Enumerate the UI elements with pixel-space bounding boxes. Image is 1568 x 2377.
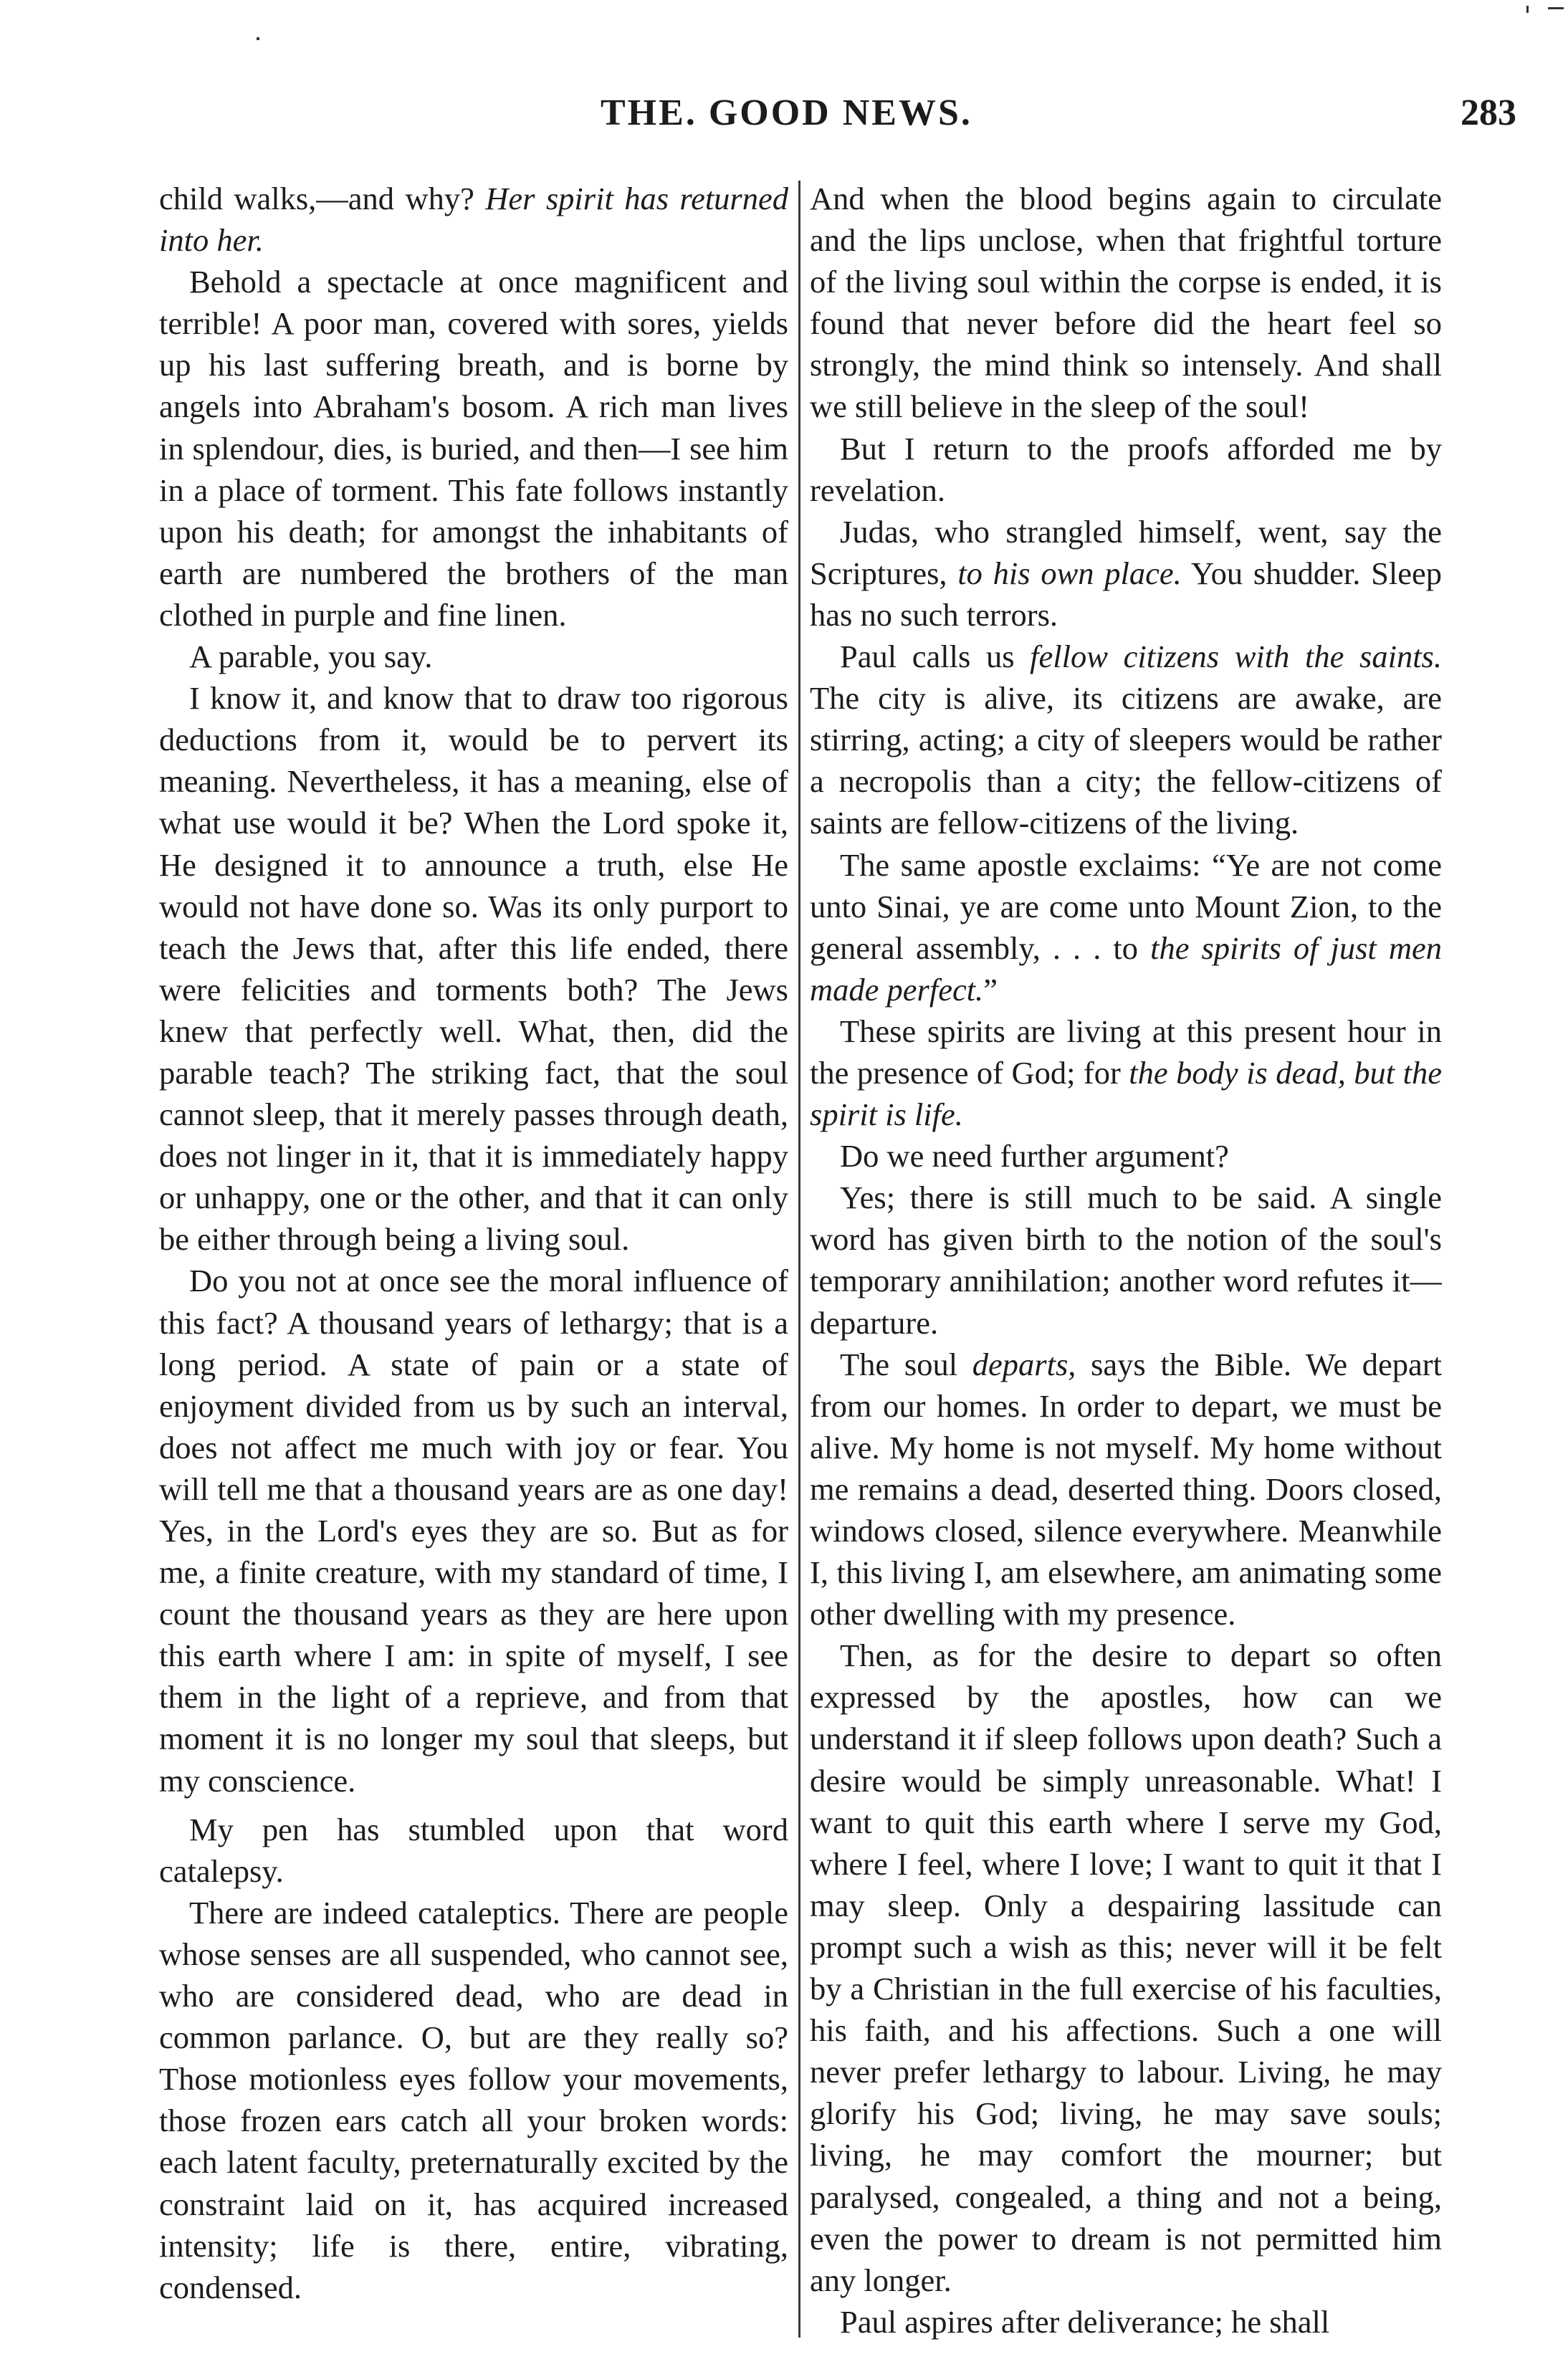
paragraph	[810, 1010, 1442, 1135]
text-run: ”	[983, 971, 998, 1008]
paragraph: A parable, you say.	[189, 639, 433, 675]
paragraph: And when the blood begins again to circulate and the lips unclose, when that frightful torture of the living soul within the corpse is ended, it is found that never before did the heart feel so strongly, the mind think so intensely. And shall we still believe in the sleep of the soul!	[810, 181, 1442, 425]
paragraph: But I return to the proofs afforded me by revelation.	[810, 430, 1442, 508]
print-speck	[1526, 6, 1529, 13]
text-run: The city is alive, its citizens are awake, are stirring, acting; a city of sleepers would be rather a necropolis than a city; the fellow-citizens of saints are fellow-citizens of the living.	[810, 680, 1442, 841]
italic-text: the spirits of just men made perfect.	[810, 929, 1442, 1008]
page-header	[0, 92, 1568, 149]
italic-text: to his own place.	[957, 555, 1182, 591]
text-run: These spirits are living at this present hour in the presence of God; for	[810, 1013, 1442, 1091]
paragraph: There are indeed cataleptics. There are people whose senses are all suspended, who cannot see, who are considered dead, who are dead in common parlance. O, but are they really so? Those motionless eyes follow your movements, those frozen ears catch all your broken words: each latent faculty, preternaturally excited by the constraint laid on it, has acquired increased intensity; life is there, entire, vibrating, condensed.	[159, 1894, 788, 2305]
paragraph	[810, 636, 1442, 843]
text-run: child walks,—and why?	[159, 181, 486, 216]
print-speck	[257, 37, 259, 40]
paragraph	[159, 178, 788, 261]
text-run: You shudder. Sleep has no such terrors.	[810, 555, 1442, 633]
left-column	[159, 178, 788, 2342]
paragraph: I know it, and know that to draw too rigorous deductions from it, would be to pervert its meaning. Nevertheless, it has a meaning, else of what use would it be? When the Lord spoke it, He designed it to announce a truth, else He would not have done so. Was its only purport to teach the Jews that, after this life ended, there were felicities and torments both? The Jews knew that perfectly well. What, then, did the parable teach? The striking fact, that the soul cannot sleep, that it merely passes through death, does not linger in it, that it is immediately happy or unhappy, one or the other, and that it can only be either through being a living soul.	[159, 680, 788, 1258]
paragraph: Paul aspires after deliverance; he shall	[840, 2303, 1330, 2340]
paragraph: Do we need further argument?	[840, 1138, 1229, 1175]
right-column	[810, 178, 1442, 2342]
page-number: 283	[1461, 92, 1516, 133]
column-divider	[798, 181, 800, 2338]
paragraph: Yes; there is still much to be said. A single word has given birth to the notion of the soul's temporary annihilation; another word refutes it—departure.	[810, 1180, 1442, 1341]
paragraph	[810, 1344, 1442, 1635]
paragraph: Do you not at once see the moral influence of this fact? A thousand years of lethargy; that is a long period. A state of pain or a state of enjoyment divided from us by such an interval, does not affect me much with joy or fear. You will tell me that a thousand years are as one day! Yes, in the Lord's eyes they are so. But as for me, a finite creature, with my standard of time, I count the thousand years as they are here upon this earth where I am: in spite of myself, I see them in the light of a reprieve, and from that moment it is no longer my soul that sleeps, but my conscience.	[159, 1263, 788, 1799]
paragraph: Then, as for the desire to depart so often expressed by the apostles, how can we understand it if sleep follows upon death? Such a desire would be simply unreasonable. What! I want to quit this earth where I serve my God, where I feel, where I love; I want to quit it that I may sleep. Only a despairing lassitude can prompt such a wish as this; never will it be felt by a Christian in the full exercise of his faculties, his faith, and his affections. Such a one will never prefer lethargy to labour. Living, he may glorify his God; living, he may save souls; living, he may comfort the mourner; but paralysed, congealed, a thing and not a being, even the power to dream is not permitted him any longer.	[810, 1637, 1442, 2298]
paragraph	[810, 844, 1442, 1010]
running-title: THE. GOOD NEWS.	[601, 92, 972, 133]
print-speck	[1548, 7, 1564, 9]
paragraph: Behold a spectacle at once magnificent and terrible! A poor man, covered with sores, yields up his last suffering breath, and is borne by angels into Abraham's bosom. A rich man lives in splendour, dies, is buried, and then—I see him in a place of torment. This fate follows instantly upon his death; for amongst the inhabitants of earth are numbered the brothers of the man clothed in purple and fine linen.	[159, 264, 788, 633]
italic-text: fellow citizens with the saints.	[1030, 639, 1442, 675]
italic-text: the body is dead, but the spirit is life.	[810, 1054, 1442, 1133]
italic-text: departs,	[972, 1346, 1076, 1382]
text-run: The soul	[840, 1346, 972, 1382]
paragraph	[810, 511, 1442, 636]
italic-text: Her spirit has returned into her.	[159, 181, 788, 259]
text-run: says the Bible. We depart from our homes. In order to depart, we must be alive. My home is not myself. My home without me remains a dead, deserted thing. Doors closed, windows closed, silence everywhere. Meanwhile I, this living I, am elsewhere, am animating some other dwelling with my presence.	[810, 1346, 1442, 1632]
text-run: The same apostle exclaims: “Ye are not come unto Sinai, ye are come unto Mount Zion, to the general assembly, . . . to	[810, 846, 1442, 966]
text-run: Judas, who strangled himself, went, say the Scriptures,	[810, 513, 1442, 591]
paragraph: My pen has stumbled upon that word catalepsy.	[159, 1811, 788, 1889]
text-run: Paul calls us	[840, 639, 1031, 675]
